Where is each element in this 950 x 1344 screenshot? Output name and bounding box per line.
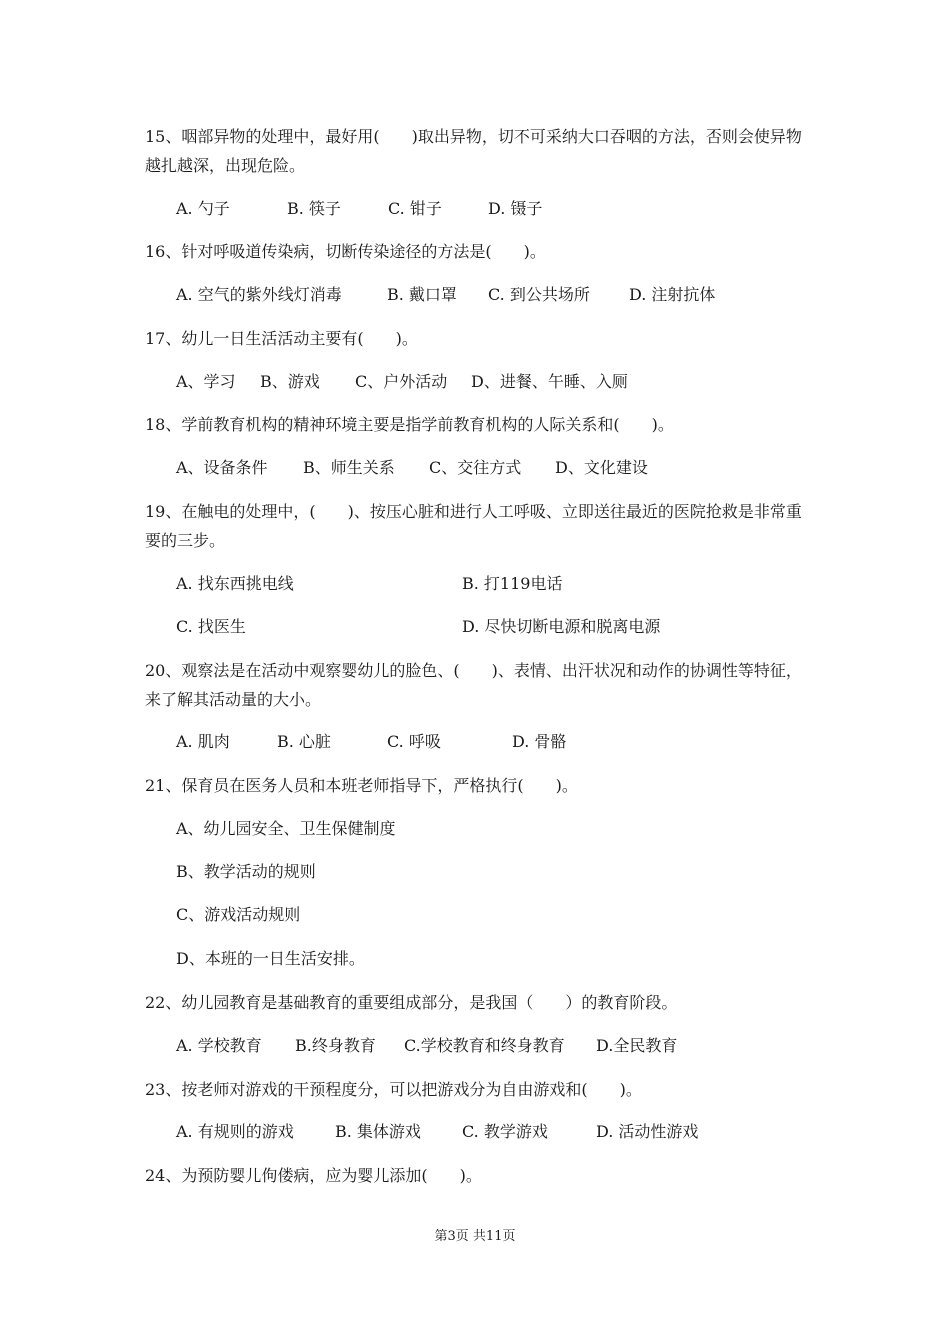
question-20-stem: 20、观察法是在活动中观察婴幼儿的脸色、( )、表情、出汗状况和动作的协调性等特征，来了解其活动量的大小。 — [145, 661, 802, 709]
question-15-option-a: A. 勺子 — [176, 199, 230, 218]
question-16-option-d: D. 注射抗体 — [629, 285, 716, 304]
question-24-stem: 24、为预防婴儿佝偻病，应为婴儿添加( )。 — [145, 1166, 482, 1185]
question-20-option-a: A. 肌肉 — [176, 732, 230, 751]
question-16-option-b: B. 戴口罩 — [387, 285, 457, 304]
question-16-stem: 16、针对呼吸道传染病，切断传染途径的方法是( )。 — [145, 242, 546, 261]
question-18-option-c: C、交往方式 — [429, 458, 522, 477]
question-22-option-c: C.学校教育和终身教育 — [404, 1036, 565, 1055]
question-18-option-d: D、文化建设 — [555, 458, 648, 477]
question-19-option-d: D. 尽快切断电源和脱离电源 — [462, 617, 661, 636]
question-22-stem: 22、幼儿园教育是基础教育的重要组成部分，是我国（ ）的教育阶段。 — [145, 993, 678, 1012]
question-17-stem: 17、幼儿一日生活活动主要有( )。 — [145, 329, 418, 348]
question-23-option-a: A. 有规则的游戏 — [176, 1122, 294, 1141]
question-22-option-d: D.全民教育 — [596, 1036, 678, 1055]
question-23-option-d: D. 活动性游戏 — [596, 1122, 699, 1141]
question-21-option-b: B、教学活动的规则 — [176, 862, 316, 881]
question-23-option-c: C. 教学游戏 — [462, 1122, 548, 1141]
question-21-option-d: D、本班的一日生活安排。 — [176, 949, 365, 968]
question-18-option-b: B、师生关系 — [303, 458, 395, 477]
page-footer: 第3页 共11页 — [434, 1229, 516, 1244]
question-17-option-b: B、游戏 — [260, 372, 320, 391]
question-21-stem: 21、保育员在医务人员和本班老师指导下，严格执行( )。 — [145, 776, 578, 795]
question-20-option-b: B. 心脏 — [277, 732, 331, 751]
question-20-option-c: C. 呼吸 — [387, 732, 441, 751]
question-19-option-c: C. 找医生 — [176, 617, 246, 636]
question-17-option-c: C、户外活动 — [355, 372, 448, 391]
question-21-option-c: C、游戏活动规则 — [176, 905, 301, 924]
question-17-option-d: D、进餐、午睡、入厕 — [471, 372, 628, 391]
question-22-option-b: B.终身教育 — [295, 1036, 376, 1055]
question-16-option-c: C. 到公共场所 — [488, 285, 590, 304]
question-18-option-a: A、设备条件 — [176, 458, 268, 477]
question-19-option-b: B. 打119电话 — [462, 574, 563, 593]
question-19-option-a: A. 找东西挑电线 — [176, 574, 294, 593]
question-19-stem: 19、在触电的处理中，( )、按压心脏和进行人工呼吸、立即送往最近的医院抢救是非常重要的三步。 — [145, 502, 802, 550]
question-23-option-b: B. 集体游戏 — [335, 1122, 421, 1141]
question-17-option-a: A、学习 — [176, 372, 236, 391]
question-22-option-a: A. 学校教育 — [176, 1036, 262, 1055]
question-18-stem: 18、学前教育机构的精神环境主要是指学前教育机构的人际关系和( )。 — [145, 415, 674, 434]
question-15-stem: 15、咽部异物的处理中，最好用( )取出异物，切不可采纳大口吞咽的方法，否则会使异物越扎越深，出现危险。 — [145, 127, 802, 175]
question-23-stem: 23、按老师对游戏的干预程度分，可以把游戏分为自由游戏和( )。 — [145, 1080, 642, 1099]
question-15-option-b: B. 筷子 — [287, 199, 341, 218]
question-21-option-a: A、幼儿园安全、卫生保健制度 — [176, 819, 396, 838]
question-20-option-d: D. 骨骼 — [512, 732, 567, 751]
question-15-option-c: C. 钳子 — [388, 199, 442, 218]
question-15-option-d: D. 镊子 — [488, 199, 543, 218]
question-16-option-a: A. 空气的紫外线灯消毒 — [176, 285, 342, 304]
